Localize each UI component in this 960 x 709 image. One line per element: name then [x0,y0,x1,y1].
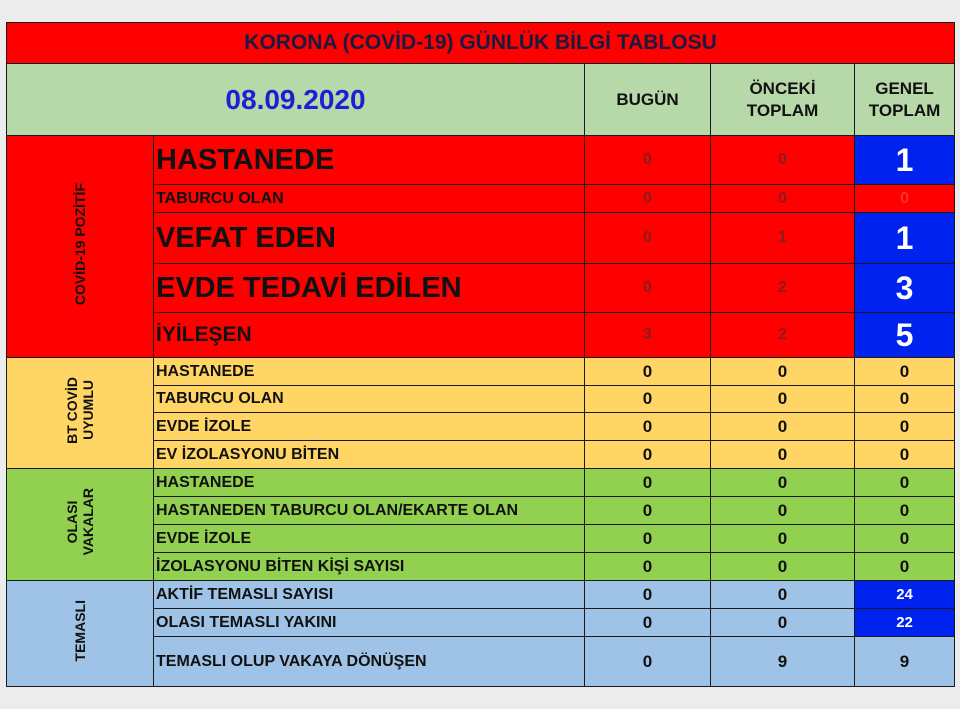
cell-total: 0 [855,497,955,525]
cell-previous: 9 [711,637,855,687]
cell-today: 0 [585,581,711,609]
section-label-covid-positive: COVİD-19 POZİTİF [7,136,154,358]
cell-total: 0 [855,185,955,213]
cell-total: 1 [855,136,955,185]
cell-today: 0 [585,213,711,264]
cell-today: 0 [585,609,711,637]
header-previous-total: ÖNCEKİ TOPLAM [711,64,855,136]
cell-total: 0 [855,553,955,581]
section-label-olasi-vakalar: OLASI VAKALAR [7,469,154,581]
cell-previous: 0 [711,136,855,185]
cell-today: 0 [585,185,711,213]
cell-previous: 0 [711,525,855,553]
row-label: OLASI TEMASLI YAKINI [154,609,585,637]
cell-today: 0 [585,553,711,581]
section-label-bt-covid: BT COVİD UYUMLU [7,358,154,469]
cell-previous: 0 [711,497,855,525]
cell-previous: 0 [711,609,855,637]
cell-previous: 0 [711,553,855,581]
covid-daily-info-table [6,22,955,687]
cell-previous: 0 [711,185,855,213]
header-today: BUGÜN [585,64,711,136]
row-label: AKTİF TEMASLI SAYISI [154,581,585,609]
cell-previous: 2 [711,264,855,313]
cell-today: 0 [585,525,711,553]
row-label: VEFAT EDEN [154,213,585,264]
row-label: EV İZOLASYONU BİTEN [154,441,585,469]
cell-today: 3 [585,313,711,358]
row-label: TABURCU OLAN [154,185,585,213]
cell-today: 0 [585,469,711,497]
row-label: TABURCU OLAN [154,386,585,413]
cell-previous: 0 [711,441,855,469]
cell-previous: 0 [711,358,855,386]
cell-total: 0 [855,525,955,553]
row-label: HASTANEDEN TABURCU OLAN/EKARTE OLAN [154,497,585,525]
cell-previous: 0 [711,386,855,413]
cell-total: 9 [855,637,955,687]
row-label: EVDE İZOLE [154,413,585,441]
cell-today: 0 [585,136,711,185]
cell-total: 22 [855,609,955,637]
cell-total: 0 [855,413,955,441]
section-label-temasli: TEMASLI [7,581,154,687]
row-label: EVDE İZOLE [154,525,585,553]
cell-previous: 0 [711,413,855,441]
row-label: TEMASLI OLUP VAKAYA DÖNÜŞEN [154,637,585,687]
cell-total: 0 [855,469,955,497]
report-date: 08.09.2020 [7,64,585,136]
cell-today: 0 [585,386,711,413]
cell-today: 0 [585,441,711,469]
cell-today: 0 [585,413,711,441]
row-label: İZOLASYONU BİTEN KİŞİ SAYISI [154,553,585,581]
cell-today: 0 [585,497,711,525]
cell-previous: 0 [711,469,855,497]
cell-previous: 1 [711,213,855,264]
cell-today: 0 [585,637,711,687]
row-label: EVDE TEDAVİ EDİLEN [154,264,585,313]
cell-previous: 0 [711,581,855,609]
table-title: KORONA (COVİD-19) GÜNLÜK BİLGİ TABLOSU [7,23,955,64]
row-label: HASTANEDE [154,469,585,497]
cell-total: 3 [855,264,955,313]
cell-today: 0 [585,264,711,313]
cell-total: 0 [855,441,955,469]
cell-total: 0 [855,386,955,413]
header-general-total: GENEL TOPLAM [855,64,955,136]
cell-total: 0 [855,358,955,386]
row-label: HASTANEDE [154,136,585,185]
cell-today: 0 [585,358,711,386]
cell-total: 24 [855,581,955,609]
cell-previous: 2 [711,313,855,358]
row-label: HASTANEDE [154,358,585,386]
cell-total: 1 [855,213,955,264]
row-label: İYİLEŞEN [154,313,585,358]
cell-total: 5 [855,313,955,358]
